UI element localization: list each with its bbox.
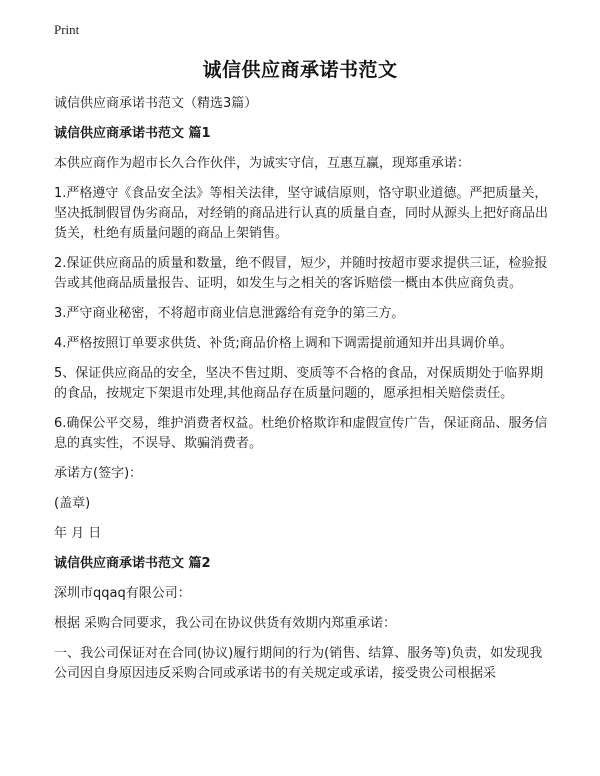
paragraph-item-1: 1.严格遵守《食品安全法》等相关法律，坚守诚信原则，恪守职业道德。严把质量关，坚决抵制假冒伪劣商品，对经销的商品进行认真的质量自查，同时从源头上把好商品出货关，杜绝有质量问题的商品上架销售。	[54, 186, 549, 241]
signature-line: 承诺方(签字)：	[54, 466, 143, 481]
paragraph-item-6: 6.确保公平交易，维护消费者权益。杜绝价格欺诈和虚假宣传广告，保证商品、服务信息的真实性，不误导、欺骗消费者。	[54, 416, 548, 451]
document-body	[54, 94, 554, 694]
paragraph-item-2: 2.保证供应商品的质量和数量，绝不假冒，短少，并随时按超市要求提供三证，检验报告或其他商品质量报告、证明，如发生与之相关的客诉赔偿一概由本供应商负责。	[54, 256, 548, 291]
paragraph-item-2-1: 一、我公司保证对在合同(协议)履行期间的行为(销售、结算、服务等)负责，如发现我公司因自身原因违反采购合同或承诺书的有关规定或承诺，接受贵公司根据采	[54, 646, 543, 681]
section-heading-2: 诚信供应商承诺书范文 篇2	[54, 556, 211, 571]
paragraph-intro: 本供应商作为超市长久合作伙伴，为诚实守信，互惠互赢，现郑重承诺：	[54, 156, 471, 171]
paragraph-addressee: 深圳市qqaq有限公司：	[54, 586, 191, 601]
print-link[interactable]: Print	[54, 22, 80, 37]
paragraph-item-5: 5、保证供应商品的安全，坚决不售过期、变质等不合格的食品，对保质期处于临界期的食品，按规定下架退市处理,其他商品存在质量问题的，愿承担相关赔偿责任。	[54, 366, 544, 401]
section-heading-1: 诚信供应商承诺书范文 篇1	[54, 126, 211, 141]
document-title: 诚信供应商承诺书范文	[202, 59, 398, 81]
document-subtitle: 诚信供应商承诺书范文（精选3篇）	[54, 96, 258, 111]
paragraph-item-4: 4.严格按照订单要求供货、补货;商品价格上调和下调需提前通知并出具调价单。	[54, 336, 513, 351]
paragraph-intro-2: 根据 采购合同要求，我公司在协议供货有效期内郑重承诺：	[54, 616, 397, 631]
seal-line: (盖章)	[54, 496, 91, 511]
date-line: 年 月 日	[54, 526, 102, 541]
paragraph-item-3: 3.严守商业秘密，不将超市商业信息泄露给有竞争的第三方。	[54, 306, 405, 321]
